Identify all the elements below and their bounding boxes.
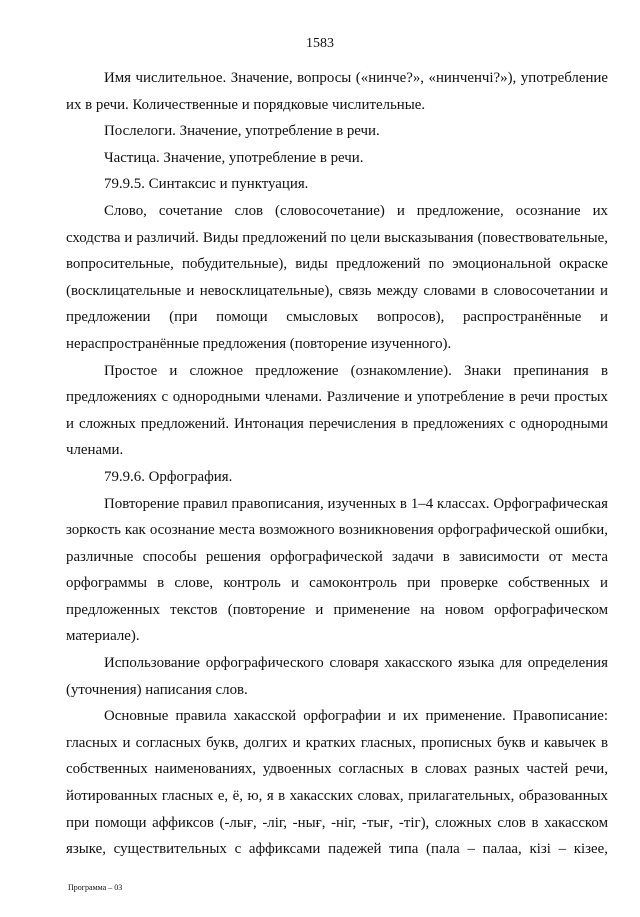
paragraph-numerals: Имя числительное. Значение, вопросы («нинче?», «нинченчі?»), употребление их в речи. Количественные и порядковые числительные. [66, 70, 608, 113]
paragraph-simple-complex-sentence: Простое и сложное предложение (ознакомление). Знаки препинания в предложениях с однородными членами. Различение и употребление в речи простых и сложных предложений. Интонация перечисления в предложениях с однородными членами. [66, 362, 608, 459]
paragraph-particles: Частица. Значение, употребление в речи. [104, 149, 364, 166]
paragraph-dictionary-use: Использование орфографического словаря хакасского языка для определения (уточнения) написания слов. [66, 655, 608, 698]
page-number: 1583 [306, 36, 334, 51]
paragraph-word-sentence: Слово, сочетание слов (словосочетание) и предложение, осознание их сходства и различий. Виды предложений по цели высказывания (повествовательные, вопросительные, побудительные), виды предложений по эмоциональной окраске (восклицательные и невосклицательные), связь между словами в словосочетании и предложении (при помощи смысловых вопросов), распространённые и нераспространённые предложения (повторение изученного). [66, 202, 608, 352]
section-heading-syntax: 79.9.5. Синтаксис и пунктуация. [104, 176, 309, 193]
page-body [66, 65, 608, 863]
paragraph-postpositions: Послелоги. Значение, употребление в речи. [104, 123, 380, 140]
section-heading-orthography: 79.9.6. Орфография. [104, 468, 233, 485]
paragraph-khakas-orthography-rules: Основные правила хакасской орфографии и их применение. Правописание: гласных и согласных букв, долгих и кратких гласных, прописных букв и кавычек в собственных наименованиях, удвоенных согласных в словах разных частей речи, йотированных гласных е, ё, ю, я в хакасских словах, прилагательных, образованных при помощи аффиксов (-лығ, -ліг, -нығ, -ніг, -тығ, -тіг), сложных слов в хакасском языке, существительных с аффиксами падежей типа (пала – палаа, кізі – кізее, [66, 708, 608, 858]
paragraph-spelling-rules-review: Повторение правил правописания, изученных в 1–4 классах. Орфографическая зоркость как осознание места возможного возникновения орфографической ошибки, различные способы решения орфографической задачи в зависимости от места орфограммы в слове, контроль и самоконтроль при проверке собственных и предложенных текстов (повторение и применение на новом орфографическом материале). [66, 495, 608, 645]
page-footer: Программа – 03 [68, 883, 123, 892]
